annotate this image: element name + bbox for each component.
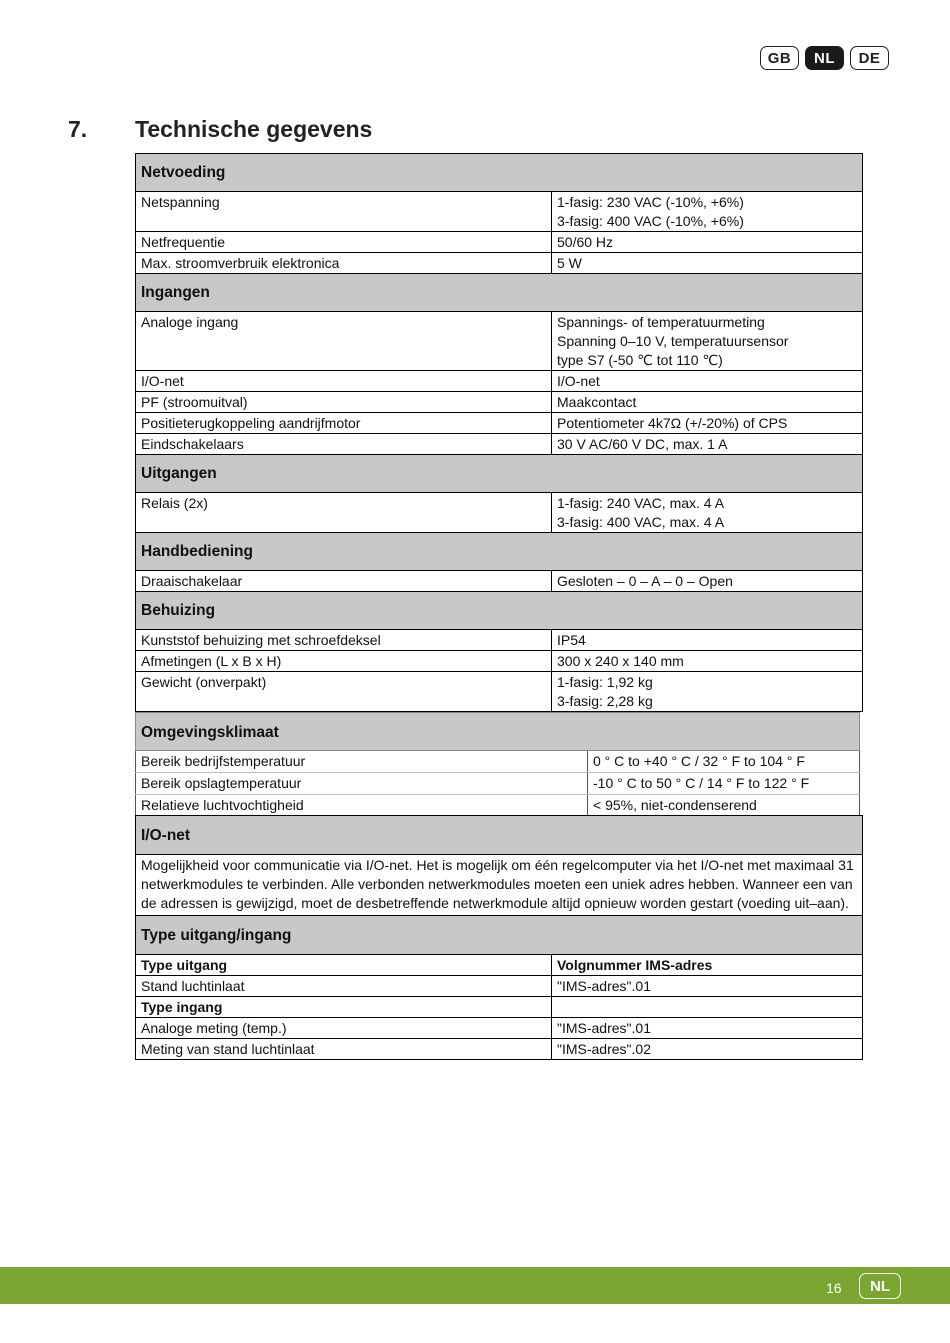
table-row <box>136 312 863 371</box>
spec-value: 30 V AC/60 V DC, max. 1 A <box>552 434 863 455</box>
group-header-type: Type uitgang/ingang <box>136 916 863 955</box>
table-row <box>136 651 863 672</box>
group-header-handbediening: Handbediening <box>136 533 863 571</box>
page-number: 16 <box>826 1280 842 1296</box>
column-header: Type ingang <box>136 997 552 1018</box>
table-row <box>136 392 863 413</box>
ionet-description: Mogelijkheid voor communicatie via I/O-net. Het is mogelijk om één regelcomputer via het I/O-net met maximaal 31 netwerkmodules te verbinden. Alle verbonden netwerkmodules moeten een uniek adres hebben. Wanneer een van de adressen is gewijzigd, moet de desbetreffende netwerkmodule altijd opnieuw worden gestart (voeding uit–aan). <box>136 855 863 916</box>
spec-value: Potentiometer 4k7Ω (+/-20%) of CPS <box>552 413 863 434</box>
spec-label: Relais (2x) <box>136 493 552 533</box>
lang-tab-gb[interactable]: GB <box>760 46 799 70</box>
language-switcher <box>760 46 889 70</box>
lang-tab-de[interactable]: DE <box>850 46 889 70</box>
lang-tab-nl[interactable]: NL <box>805 46 844 70</box>
table-row <box>136 493 863 533</box>
spec-label: Eindschakelaars <box>136 434 552 455</box>
table-row <box>136 1018 863 1039</box>
table-subheader-row <box>136 997 863 1018</box>
table-row <box>136 630 863 651</box>
spec-table-main <box>135 153 863 712</box>
table-row <box>136 751 860 773</box>
spec-value: IP54 <box>552 630 863 651</box>
table-row <box>136 253 863 274</box>
table-row <box>136 413 863 434</box>
section-title: Technische gegevens <box>135 116 373 142</box>
footer-bar <box>0 1267 950 1304</box>
group-header-netvoeding: Netvoeding <box>136 154 863 192</box>
group-header-ionet: I/O-net <box>136 816 863 855</box>
spec-label: Relatieve luchtvochtigheid <box>136 795 588 817</box>
group-header-behuizing: Behuizing <box>136 592 863 630</box>
spec-value: I/O-net <box>552 371 863 392</box>
table-row <box>136 192 863 232</box>
table-row <box>136 795 860 817</box>
column-header: Volgnummer IMS-adres <box>552 955 863 976</box>
spec-value: < 95%, niet-condenserend <box>588 795 860 817</box>
spec-value: Maakcontact <box>552 392 863 413</box>
spec-label: I/O-net <box>136 371 552 392</box>
spec-value: "IMS-adres".02 <box>552 1039 863 1060</box>
spec-label: Gewicht (onverpakt) <box>136 672 552 712</box>
table-row <box>136 855 863 916</box>
spec-value: -10 ° C to 50 ° C / 14 ° F to 122 ° F <box>588 773 860 795</box>
spec-label: PF (stroomuitval) <box>136 392 552 413</box>
table-row <box>136 976 863 997</box>
spec-value: 1-fasig: 230 VAC (-10%, +6%) 3-fasig: 400 VAC (-10%, +6%) <box>552 192 863 232</box>
spec-value: 1-fasig: 240 VAC, max. 4 A 3-fasig: 400 VAC, max. 4 A <box>552 493 863 533</box>
section-number: 7. <box>68 116 88 142</box>
table-row <box>136 434 863 455</box>
spec-label: Max. stroomverbruik elektronica <box>136 253 552 274</box>
spec-label: Kunststof behuizing met schroefdeksel <box>136 630 552 651</box>
spec-label: Netspanning <box>136 192 552 232</box>
footer-lang-tab: NL <box>859 1273 901 1299</box>
table-row <box>136 371 863 392</box>
spec-value: Spannings- of temperatuurmeting Spanning 0–10 V, temperatuursensor type S7 (-50 ℃ tot 110 ℃) <box>552 312 863 371</box>
spec-value: 5 W <box>552 253 863 274</box>
spec-value: "IMS-adres".01 <box>552 976 863 997</box>
spec-value: 0 ° C to +40 ° C / 32 ° F to 104 ° F <box>588 751 860 773</box>
spec-label: Netfrequentie <box>136 232 552 253</box>
spec-label: Bereik opslagtemperatuur <box>136 773 588 795</box>
table-row <box>136 232 863 253</box>
table-header-row <box>136 955 863 976</box>
column-header: Type uitgang <box>136 955 552 976</box>
spec-table-climate <box>135 712 860 817</box>
spec-label: Meting van stand luchtinlaat <box>136 1039 552 1060</box>
spec-label: Bereik bedrijfstemperatuur <box>136 751 588 773</box>
spec-value: 300 x 240 x 140 mm <box>552 651 863 672</box>
group-header-uitgangen: Uitgangen <box>136 455 863 493</box>
group-header-omgevingsklimaat: Omgevingsklimaat <box>136 713 860 751</box>
page-title <box>68 116 372 143</box>
spec-value: "IMS-adres".01 <box>552 1018 863 1039</box>
spec-label: Afmetingen (L x B x H) <box>136 651 552 672</box>
spec-label: Stand luchtinlaat <box>136 976 552 997</box>
group-header-ingangen: Ingangen <box>136 274 863 312</box>
spec-value: 50/60 Hz <box>552 232 863 253</box>
spec-label: Analoge meting (temp.) <box>136 1018 552 1039</box>
spec-value: Gesloten – 0 – A – 0 – Open <box>552 571 863 592</box>
table-row <box>136 571 863 592</box>
empty-cell <box>552 997 863 1018</box>
spec-value: 1-fasig: 1,92 kg 3-fasig: 2,28 kg <box>552 672 863 712</box>
spec-label: Analoge ingang <box>136 312 552 371</box>
spec-table-ionet <box>135 815 863 1060</box>
spec-label: Positieterugkoppeling aandrijfmotor <box>136 413 552 434</box>
spec-label: Draaischakelaar <box>136 571 552 592</box>
table-row <box>136 1039 863 1060</box>
table-row <box>136 672 863 712</box>
table-row <box>136 773 860 795</box>
